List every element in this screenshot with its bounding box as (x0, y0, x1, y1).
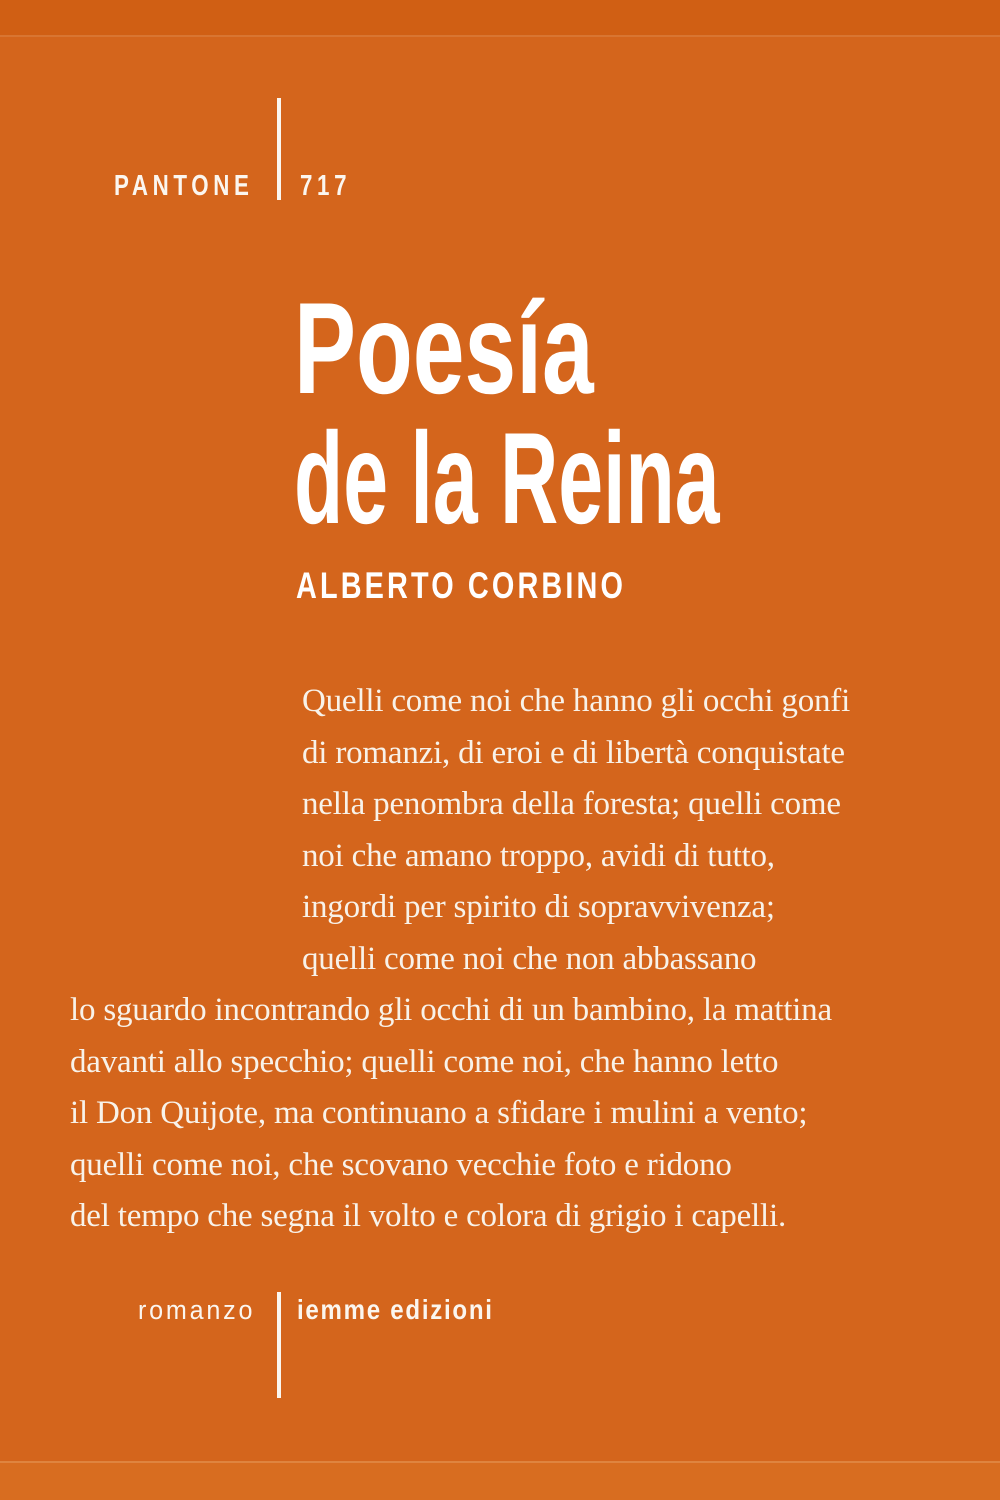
pantone-number: 717 (300, 170, 352, 202)
pantone-label: PANTONE (114, 170, 254, 202)
quote-line: di romanzi, di eroi e di libertà conquistate (302, 734, 845, 771)
quote-line: lo sguardo incontrando gli occhi di un bambino, la mattina (70, 992, 832, 1028)
quote-line: noi che amano troppo, avidi di tutto, (302, 837, 775, 874)
back-quote-text (0, 676, 1000, 1243)
quote-line: Quelli come noi che hanno gli occhi gonfi (302, 683, 851, 719)
quote-line: nella penombra della foresta; quelli come (302, 786, 841, 822)
quote-line: del tempo che segna il volto e colora di grigio i capelli. (70, 1198, 787, 1234)
genre-label: romanzo (138, 1295, 256, 1325)
footer-divider-rule (277, 1292, 281, 1398)
author-name: ALBERTO CORBINO (296, 565, 627, 606)
bottom-edge-band (0, 1461, 1000, 1500)
pantone-divider-rule (277, 98, 281, 200)
top-edge-band (0, 0, 1000, 37)
book-title-line1: Poesía (294, 275, 594, 421)
quote-line: ingordi per spirito di sopravvivenza; (302, 889, 775, 925)
quote-line: quelli come noi, che scovano vecchie foto e ridono (70, 1146, 732, 1183)
book-title (294, 275, 980, 551)
publisher-name: iemme edizioni (297, 1294, 494, 1325)
quote-line: quelli come noi che non abbassano (302, 940, 757, 977)
quote-line: davanti allo specchio; quelli come noi, che hanno letto (70, 1043, 779, 1080)
book-title-line2: de la Reina (294, 405, 720, 551)
quote-line: il Don Quijote, ma continuano a sfidare i mulini a vento; (70, 1095, 808, 1131)
